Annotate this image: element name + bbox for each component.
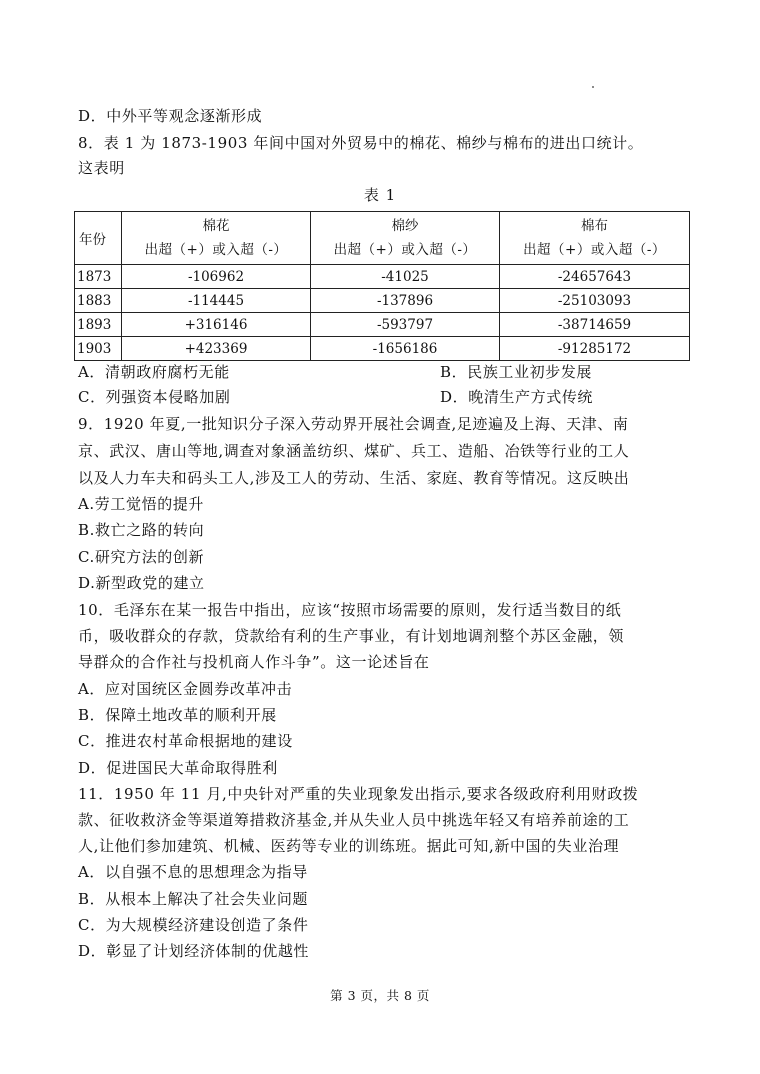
cloth-cell: -24657643 — [500, 265, 690, 289]
cloth-header — [500, 212, 690, 265]
q8-stem-line-1: 8．表 1 为 1873-1903 年间中国对外贸易中的棉花、棉纱与棉布的进出口统计。 — [78, 134, 644, 152]
cloth-cell: -91285172 — [500, 337, 690, 361]
cotton-cell: +423369 — [122, 337, 311, 361]
yarn-cell: -1656186 — [311, 337, 500, 361]
q10-option-d: D．促进国民大革命取得胜利 — [78, 759, 278, 777]
scan-speck — [592, 86, 594, 88]
q10-stem-line-3: 导群众的合作社与投机商人作斗争”。这一论述旨在 — [78, 653, 430, 671]
q9-stem-line-1: 9．1920 年夏,一批知识分子深入劳动界开展社会调查,足迹遍及上海、天津、南 — [78, 415, 629, 433]
trade-table — [74, 211, 690, 361]
cloth-header-name: 棉布 — [581, 218, 608, 234]
table-row — [75, 313, 690, 337]
table-row — [75, 289, 690, 313]
yarn-header — [311, 212, 500, 265]
cotton-header-name: 棉花 — [202, 218, 230, 234]
q10-option-a: A．应对国统区金圆券改革冲击 — [78, 680, 293, 698]
cotton-header — [122, 212, 311, 265]
yarn-cell: -137896 — [311, 289, 500, 313]
q8-option-c: C．列强资本侵略加剧 — [78, 388, 231, 406]
page-footer: 第 3 页，共 8 页 — [330, 988, 430, 1003]
year-header: 年份 — [75, 212, 122, 265]
q11-stem-line-3: 人,让他们参加建筑、机械、医药等专业的训练班。据此可知,新中国的失业治理 — [78, 837, 620, 855]
year-cell: 1903 — [75, 337, 122, 361]
year-cell: 1893 — [75, 313, 122, 337]
year-cell: 1883 — [75, 289, 122, 313]
table-row — [75, 265, 690, 289]
cotton-cell: -114445 — [122, 289, 311, 313]
q8-stem-line-2: 这表明 — [78, 159, 125, 177]
q9-option-b: B.救亡之路的转向 — [78, 521, 205, 539]
q11-option-d: D．彰显了计划经济体制的优越性 — [78, 942, 310, 960]
q9-stem-line-3: 以及人力车夫和码头工人,涉及工人的劳动、生活、家庭、教育等情况。这反映出 — [78, 469, 630, 487]
table-row — [75, 337, 690, 361]
cloth-cell: -25103093 — [500, 289, 690, 313]
q11-option-a: A．以自强不息的思想理念为指导 — [78, 863, 308, 881]
q8-option-a: A．清朝政府腐朽无能 — [78, 363, 230, 381]
cloth-cell: -38714659 — [500, 313, 690, 337]
year-cell: 1873 — [75, 265, 122, 289]
q11-option-c: C．为大规模经济建设创造了条件 — [78, 916, 309, 934]
yarn-header-sub: 出超（+）或入超（-） — [333, 242, 477, 258]
cloth-header-sub: 出超（+）或入超（-） — [523, 242, 666, 258]
q8-option-d: D．晚清生产方式传统 — [440, 388, 594, 406]
q8-option-b: B．民族工业初步发展 — [440, 363, 593, 381]
q9-option-d: D.新型政党的建立 — [78, 574, 205, 592]
yarn-header-name: 棉纱 — [391, 218, 419, 234]
q11-stem-line-2: 款、征收救济金等渠道筹措救济基金,并从失业人员中挑选年轻又有培养前途的工 — [78, 811, 630, 829]
yarn-cell: -593797 — [311, 313, 500, 337]
cotton-header-sub: 出超（+）或入超（-） — [144, 242, 288, 258]
table-header-row — [75, 212, 690, 265]
cotton-cell: +316146 — [122, 313, 311, 337]
q10-stem-line-2: 币，吸收群众的存款，贷款给有利的生产事业，有计划地调剂整个苏区金融，领 — [78, 627, 625, 645]
cotton-cell: -106962 — [122, 265, 311, 289]
q10-option-b: B．保障土地改革的顺利开展 — [78, 706, 277, 724]
q7-option-d: D．中外平等观念逐渐形成 — [78, 107, 263, 125]
q9-option-c: C.研究方法的创新 — [78, 548, 205, 566]
q10-stem-line-1: 10．毛泽东在某一报告中指出，应该“按照市场需要的原则，发行适当数目的纸 — [78, 601, 622, 619]
q9-stem-line-2: 京、武汉、唐山等地,调查对象涵盖纺织、煤矿、兵工、造船、冶铁等行业的工人 — [78, 442, 630, 460]
q9-option-a: A.劳工觉悟的提升 — [78, 495, 205, 513]
q11-option-b: B．从根本上解决了社会失业问题 — [78, 890, 309, 908]
q10-option-c: C．推进农村革命根据地的建设 — [78, 732, 293, 750]
q11-stem-line-1: 11．1950 年 11 月,中央针对严重的失业现象发出指示,要求各级政府利用财政拨 — [78, 785, 639, 803]
yarn-cell: -41025 — [311, 265, 500, 289]
table-caption: 表 1 — [363, 186, 397, 204]
